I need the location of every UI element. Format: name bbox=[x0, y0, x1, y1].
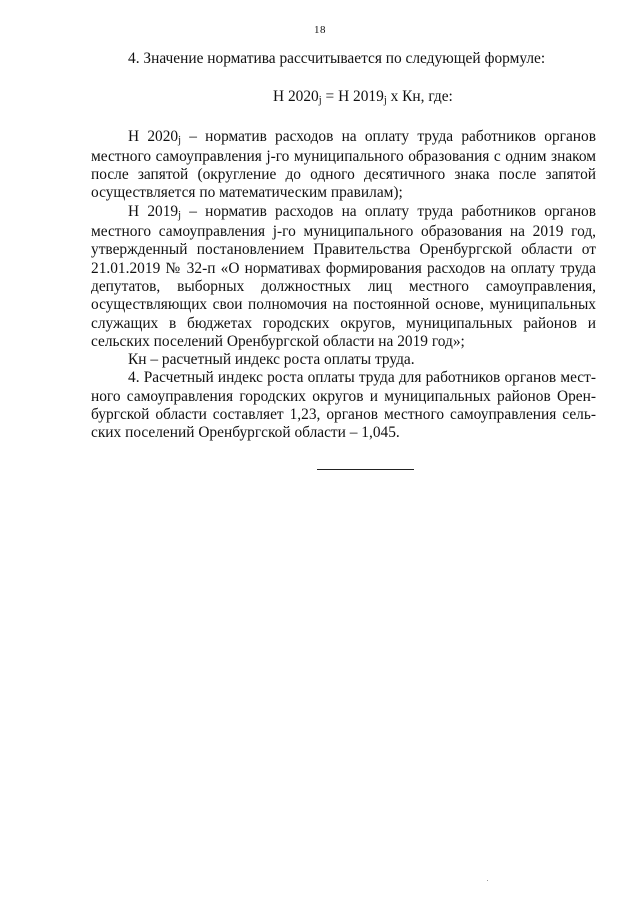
formula-equals: = bbox=[321, 88, 339, 106]
definition-n2020 bbox=[91, 128, 596, 203]
definition-n2019 bbox=[91, 203, 596, 351]
end-separator-line bbox=[317, 469, 414, 470]
formula-rhs-subscript: j bbox=[383, 95, 387, 107]
definition-kn: Кн – расчетный индекс роста оплаты труда. bbox=[128, 351, 415, 369]
page-number: 18 bbox=[314, 24, 326, 36]
definition-n2019-subscript: j bbox=[178, 209, 182, 221]
document-body bbox=[91, 50, 596, 443]
formula-rhs: Н 2019 bbox=[338, 88, 384, 106]
formula-lhs: Н 2020 bbox=[273, 88, 319, 106]
formula-lhs-subscript: j bbox=[318, 95, 322, 107]
definition-n2020-term: Н 2020 bbox=[128, 127, 179, 145]
growth-index-paragraph: 4. Расчетный индекс роста оплаты труда для работников органов местного самоуправления городских округов и муниципальных районов Оренбургской области составляет 1,23, органов местного самоуправления сельских поселений Оренбургской области – 1,045. bbox=[91, 369, 596, 442]
scan-speck bbox=[487, 880, 488, 881]
definition-n2019-term: Н 2019 bbox=[128, 202, 179, 220]
formula bbox=[91, 88, 596, 108]
definition-n2020-subscript: j bbox=[178, 134, 182, 146]
formula-intro-paragraph: 4. Значение норматива рассчитывается по следующей формуле: bbox=[128, 50, 546, 67]
formula-rhs-tail: х Кн, где: bbox=[386, 88, 453, 106]
definition-n2019-text: – норматив расходов на оплату труда работников органов местного самоуправления j-го муниципального образования на 2019 год, утвержденный постановлением Правительства Оренбургской области от 21.01.2019 № 32-п «О нормативах формирования расходов на оплату труда депутатов, выборных должностных лиц местного самоуправления, осуществляющих свои полномочия на постоянной основе, муниципальных служащих в бюджетах городских округов, муниципальных районов и сельских поселений Оренбургской области на 2019 год»; bbox=[91, 202, 596, 350]
definition-n2020-text: – норматив расходов на оплату труда работников органов местного самоуправления j-го муниципального образования с одним знаком после запятой (округление до одного десятичного знака после запятой осуществляется по математическим правилам); bbox=[91, 127, 596, 202]
